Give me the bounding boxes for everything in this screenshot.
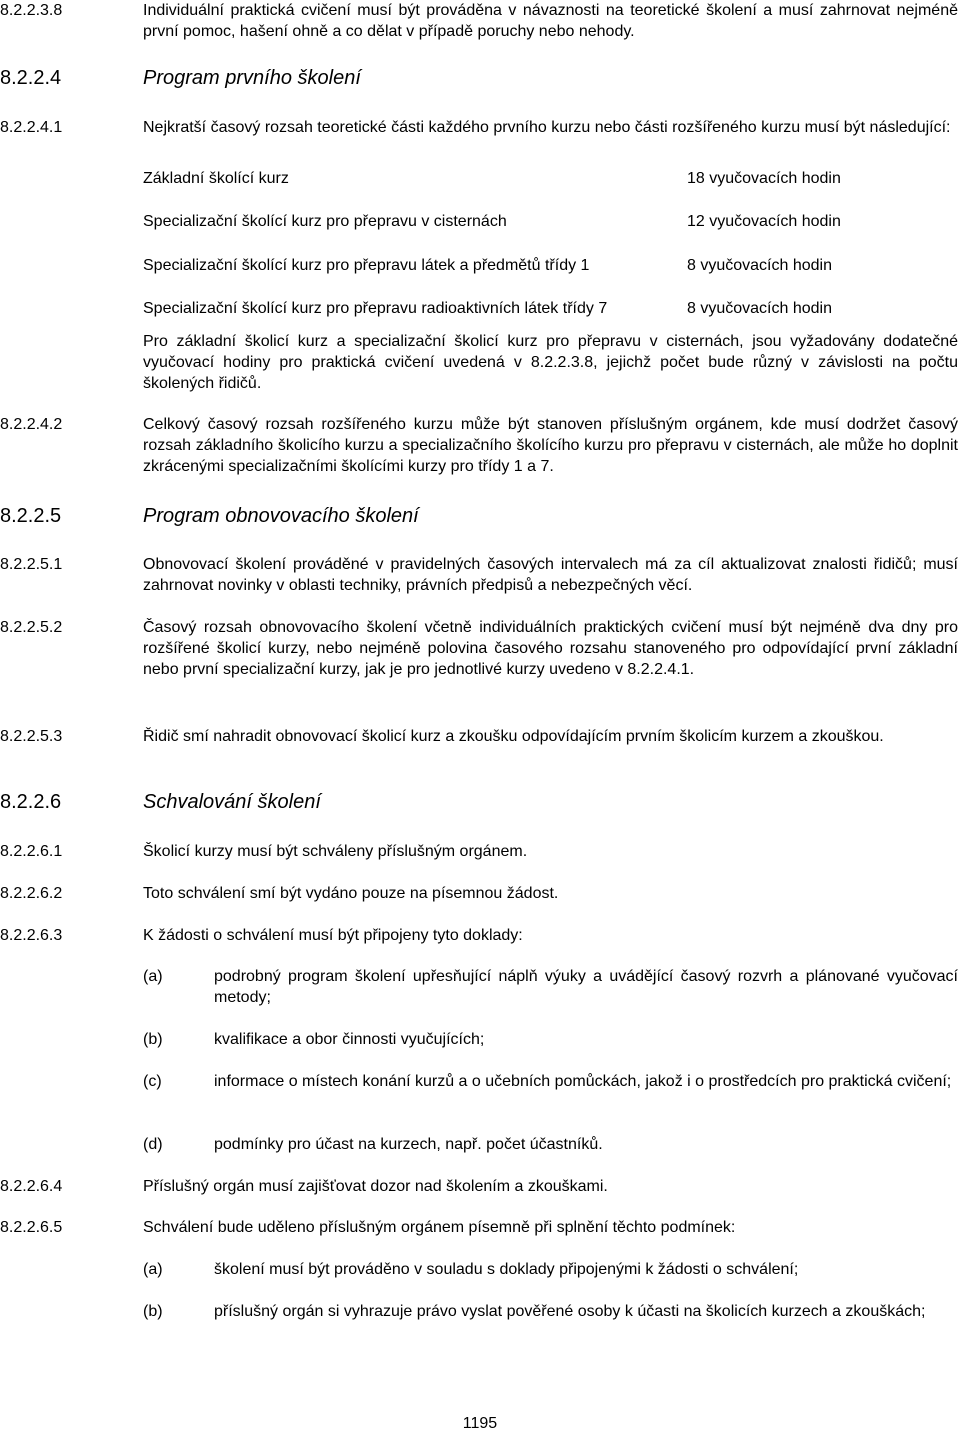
- section-text: Celkový časový rozsah rozšířeného kurzu může být stanoven příslušným orgánem, kde musí dodržet časový rozsah základního školicího kurzu a specializačního školícího kurzu pro přepravu v cisternách, ale může ho doplnit zkrácenými specializačními školícími kurzy pro třídy 1 a 7.: [143, 416, 958, 475]
- list-item-text: podrobný program školení upřesňující náplň výuky a uvádějící časový rozvrh a plánované vyučovací metody;: [214, 968, 958, 1006]
- course-hours: 8 vyučovacích hodin: [687, 300, 832, 317]
- section-number: 8.2.2.6.4: [0, 1178, 63, 1195]
- section-text: Školicí kurzy musí být schváleny příslušným orgánem.: [143, 843, 528, 860]
- course-hours: 8 vyučovacích hodin: [687, 257, 832, 274]
- list-item-label: (c): [143, 1073, 162, 1090]
- list-item-text: informace o místech konání kurzů a o učebních pomůckách, jakož i o prostředcích pro praktická cvičení;: [214, 1073, 952, 1090]
- section-text: Příslušný orgán musí zajišťovat dozor nad školením a zkouškami.: [143, 1178, 608, 1195]
- list-item-label: (a): [143, 1261, 163, 1278]
- section-text: Řidič smí nahradit obnovovací školicí kurz a zkoušku odpovídajícím prvním školicím kurzem a zkouškou.: [143, 728, 884, 745]
- course-hours: 18 vyučovacích hodin: [687, 170, 841, 187]
- section-number: 8.2.2.5.2: [0, 619, 63, 636]
- section-number: 8.2.2.5.1: [0, 556, 63, 573]
- section-note: Pro základní školicí kurz a specializační školicí kurz pro přepravu v cisternách, jsou vyžadovány dodatečné vyučovací hodiny pro praktická cvičení uvedená v 8.2.2.3.8, jejichž počet bude různý v závislosti na počtu školených řidičů.: [143, 333, 958, 392]
- list-item-label: (d): [143, 1136, 163, 1153]
- heading-number: 8.2.2.4: [0, 67, 62, 89]
- section-text: Schválení bude uděleno příslušným orgánem písemně při splnění těchto podmínek:: [143, 1219, 736, 1236]
- section-intro: Nejkratší časový rozsah teoretické části každého prvního kurzu nebo části rozšířeného kurzu musí být následující:: [143, 119, 951, 136]
- list-item-label: (b): [143, 1031, 163, 1048]
- list-item-label: (b): [143, 1303, 163, 1320]
- section-text: Obnovovací školení prováděné v pravidelných časových intervalech má za cíl aktualizovat znalosti řidičů; musí zahrnovat novinky v oblasti techniky, právních předpisů a nebezpečných věcí.: [143, 556, 958, 594]
- section-text: Časový rozsah obnovovacího školení včetně individuálních praktických cvičení musí být nejméně dva dny pro rozšířené školicí kurzy, nebo nejméně polovina časového rozsahu stanoveného pro odpovídající první základní nebo první specializační kurzy, jak je pro jednotlivé kurzy uvedeno v 8.2.2.4.1.: [143, 619, 958, 678]
- heading-number: 8.2.2.6: [0, 791, 62, 813]
- section-number: 8.2.2.3.8: [0, 2, 63, 19]
- section-text: Individuální praktická cvičení musí být prováděna v návaznosti na teoretické školení a musí zahrnovat nejméně první pomoc, hašení ohně a co dělat v případě poruchy nebo nehody.: [143, 2, 958, 40]
- list-item-text: školení musí být prováděno v souladu s doklady připojenými k žádosti o schválení;: [214, 1261, 799, 1278]
- course-name: Specializační školící kurz pro přepravu látek a předmětů třídy 1: [143, 257, 590, 274]
- section-number: 8.2.2.6.5: [0, 1219, 63, 1236]
- heading-title: Schvalování školení: [143, 791, 321, 813]
- heading-title: Program obnovovacího školení: [143, 505, 419, 527]
- section-number: 8.2.2.6.1: [0, 843, 63, 860]
- section-number: 8.2.2.4.1: [0, 119, 63, 136]
- list-item-text: podmínky pro účast na kurzech, např. počet účastníků.: [214, 1136, 603, 1153]
- course-name: Specializační školící kurz pro přepravu v cisternách: [143, 213, 507, 230]
- section-number: 8.2.2.6.2: [0, 885, 63, 902]
- heading-title: Program prvního školení: [143, 67, 361, 89]
- section-text: K žádosti o schválení musí být připojeny tyto doklady:: [143, 927, 523, 944]
- section-number: 8.2.2.6.3: [0, 927, 63, 944]
- course-name: Základní školící kurz: [143, 170, 289, 187]
- list-item-text: kvalifikace a obor činnosti vyučujících;: [214, 1031, 485, 1048]
- section-number: 8.2.2.5.3: [0, 728, 63, 745]
- section-text: Toto schválení smí být vydáno pouze na písemnou žádost.: [143, 885, 559, 902]
- list-item-text: příslušný orgán si vyhrazuje právo vyslat pověřené osoby k účasti na školicích kurzech a zkouškách;: [214, 1303, 926, 1320]
- heading-number: 8.2.2.5: [0, 505, 62, 527]
- page-number: 1195: [462, 1415, 498, 1432]
- list-item-label: (a): [143, 968, 163, 985]
- course-name: Specializační školící kurz pro přepravu radioaktivních látek třídy 7: [143, 300, 608, 317]
- section-number: 8.2.2.4.2: [0, 416, 63, 433]
- course-hours: 12 vyučovacích hodin: [687, 213, 841, 230]
